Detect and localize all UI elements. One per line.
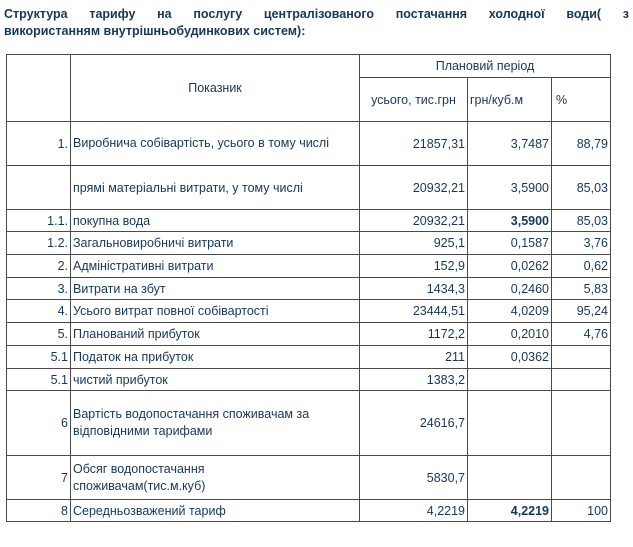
row-number: 5. (7, 323, 71, 346)
table-row (7, 500, 611, 522)
table-row (7, 278, 611, 300)
row-percent: 5,83 (552, 278, 611, 300)
row-per-m3: 0,2460 (468, 278, 552, 300)
table-row (7, 232, 611, 255)
header-total: усього, тис.грн (360, 78, 468, 122)
row-percent (552, 369, 611, 391)
tariff-structure-table (6, 54, 611, 522)
row-total: 152,9 (360, 255, 468, 278)
table-row (7, 323, 611, 346)
row-percent (552, 346, 611, 369)
row-percent: 3,76 (552, 232, 611, 255)
row-per-m3: 0,1587 (468, 232, 552, 255)
row-per-m3 (468, 369, 552, 391)
row-per-m3: 4,0209 (468, 300, 552, 323)
row-per-m3: 3,7487 (468, 122, 552, 166)
table-row (7, 122, 611, 166)
row-number: 1. (7, 122, 71, 166)
row-number: 1.2. (7, 232, 71, 255)
table-row (7, 255, 611, 278)
page-title (4, 6, 629, 40)
row-label: Середньозважений тариф (71, 500, 360, 522)
row-label: Адміністративні витрати (71, 255, 360, 278)
row-total: 24616,7 (360, 391, 468, 456)
row-label: Обсяг водопостачання споживачам(тис.м.куб) (71, 456, 360, 500)
row-number: 4. (7, 300, 71, 323)
row-number: 7 (7, 456, 71, 500)
row-number: 5.1 (7, 346, 71, 369)
row-percent: 100 (552, 500, 611, 522)
row-number: 5.1 (7, 369, 71, 391)
row-number: 1.1. (7, 210, 71, 232)
row-label: Планований прибуток (71, 323, 360, 346)
row-percent (552, 391, 611, 456)
row-per-m3 (468, 456, 552, 500)
header-indicator: Показник (71, 55, 360, 122)
header-number-cell (7, 55, 71, 122)
row-label: чистий прибуток (71, 369, 360, 391)
table-row (7, 210, 611, 232)
row-total: 21857,31 (360, 122, 468, 166)
header-per-m3: грн/куб.м (468, 78, 552, 122)
row-label: Вартість водопостачання споживачам за відповідними тарифами (71, 391, 360, 456)
row-total: 23444,51 (360, 300, 468, 323)
row-percent: 4,76 (552, 323, 611, 346)
row-per-m3: 3,5900 (468, 166, 552, 210)
title-line-2: використанням внутрішньобудинкових систем): (4, 24, 306, 38)
row-number: 6 (7, 391, 71, 456)
row-percent: 85,03 (552, 166, 611, 210)
row-percent: 0,62 (552, 255, 611, 278)
row-percent (552, 456, 611, 500)
row-label: Виробнича собівартість, усього в тому числі (71, 122, 360, 166)
row-per-m3 (468, 391, 552, 456)
row-per-m3: 0,2010 (468, 323, 552, 346)
row-label: покупна вода (71, 210, 360, 232)
row-percent: 88,79 (552, 122, 611, 166)
title-line-1: Структура тарифу на послугу централізованого постачання холодної води( з (4, 7, 629, 21)
row-label: прямі матеріальні витрати, у тому числі (71, 166, 360, 210)
row-total: 1383,2 (360, 369, 468, 391)
row-percent: 95,24 (552, 300, 611, 323)
table-row (7, 391, 611, 456)
row-label: Податок на прибуток (71, 346, 360, 369)
row-total: 1434,3 (360, 278, 468, 300)
row-total: 5830,7 (360, 456, 468, 500)
row-label: Загальновиробничі витрати (71, 232, 360, 255)
table-row (7, 166, 611, 210)
row-per-m3: 3,5900 (468, 210, 552, 232)
row-total: 925,1 (360, 232, 468, 255)
table-row (7, 369, 611, 391)
row-total: 1172,2 (360, 323, 468, 346)
table-header-row-1 (7, 55, 611, 78)
table-row (7, 346, 611, 369)
row-label: Усього витрат повної собівартості (71, 300, 360, 323)
row-percent: 85,03 (552, 210, 611, 232)
row-per-m3: 4,2219 (468, 500, 552, 522)
table-row (7, 456, 611, 500)
row-per-m3: 0,0262 (468, 255, 552, 278)
row-total: 20932,21 (360, 210, 468, 232)
row-number: 3. (7, 278, 71, 300)
table-row (7, 300, 611, 323)
row-per-m3: 0,0362 (468, 346, 552, 369)
row-total: 211 (360, 346, 468, 369)
row-label: Витрати на збут (71, 278, 360, 300)
row-number (7, 166, 71, 210)
row-total: 20932,21 (360, 166, 468, 210)
row-number: 8 (7, 500, 71, 522)
row-number: 2. (7, 255, 71, 278)
header-planned-period: Плановий період (360, 55, 611, 78)
row-total: 4,2219 (360, 500, 468, 522)
header-percent: % (552, 78, 611, 122)
